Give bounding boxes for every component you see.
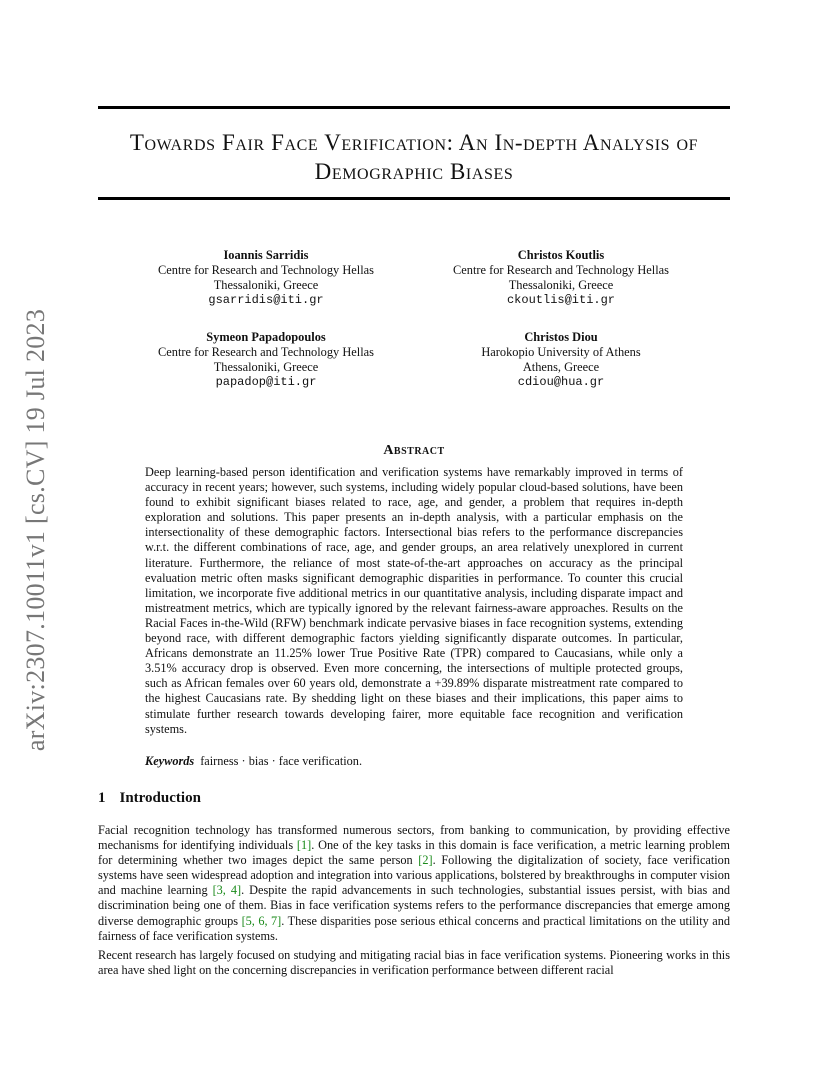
paragraph-text: . These disparities pose serious ethical concerns and practical limitations on the utility and fairness of face verification systems.: [98, 913, 730, 943]
keywords-text: fairness · bias · face verification.: [200, 754, 363, 768]
paragraph-text: Facial recognition technology has transformed numerous sectors, from banking to communication, by providing effective mechanisms for identifying individuals: [98, 823, 730, 853]
introduction-paragraph: Recent research has largely focused on studying and mitigating racial bias in face verification systems. Pioneering works in this area have shed light on the concerning discrepancies in verification performance between different racial: [98, 948, 730, 978]
abstract-body: Deep learning-based person identification and verification systems have remarkably improved in terms of accuracy in recent years; however, such systems, including widely popular cloud-based solutions, have been found to exhibit significant biases related to race, age, and gender, a problem that requires in-depth exploration and solutions. This paper presents an in-depth analysis, with a particular emphasis on the intersectionality of these demographic factors. Intersectional bias refers to the performance discrepancies w.r.t. the different combinations of race, age, and gender groups, an area relatively unexplored in current literature. Furthermore, the reliance of most state-of-the-art approaches on accuracy as the principal evaluation metric often masks significant demographic disparities in performance. To counter this crucial limitation, we incorporate five additional metrics in our quantitative analysis, including disparate impact and mistreatment metrics, which are typically ignored by the relevant fairness-aware approaches. Results on the Racial Faces in-the-Wild (RFW) benchmark indicate pervasive biases in face recognition systems, extending beyond race, with different demographic factors yielding significantly disparate outcomes. In particular, Africans demonstrate an 11.25% lower True Positive Rate (TPR) compared to Caucasians, while only a 3.51% accuracy drop is observed. Even more concerning, the intersections of multiple protected groups, such as African females over 60 years old, demonstrate a +39.89% disparate mistreatment rate compared to the highest Caucasians rate. By shedding light on these biases and their implications, this paper aims to stimulate further research towards developing fairer, more equitable face recognition and verification systems.: [145, 465, 683, 736]
paper-title: Towards Fair Face Verification: An In-depth Analysis of Demographic Biases: [129, 130, 699, 184]
author-email[interactable]: gsarridis@iti.gr: [208, 293, 324, 307]
introduction-paragraph: [98, 823, 730, 944]
author-block: [411, 330, 711, 390]
author-location: Thessaloniki, Greece: [508, 278, 614, 292]
author-block: [116, 330, 416, 390]
keywords-line: [145, 754, 683, 769]
keywords-label: Keywords: [145, 754, 195, 768]
paragraph-text: . One of the key tasks in this domain is face verification, a metric learning problem for determining whether two images depict the same person: [98, 838, 730, 868]
author-email[interactable]: cdiou@hua.gr: [517, 375, 605, 389]
author-affiliation: Harokopio University of Athens: [481, 345, 641, 359]
paragraph-text: . Despite the rapid advancements in such technologies, substantial issues persist, with bias and discrimination being one of them. Bias in face verification systems refers to the performance discrepancies that emerge among diverse demographic groups: [98, 883, 730, 928]
citation-link[interactable]: [5, 6, 7]: [241, 913, 282, 928]
citation-link[interactable]: [3, 4]: [212, 883, 242, 898]
section-title: Introduction: [119, 790, 201, 806]
author-affiliation: Centre for Research and Technology Hellas: [452, 263, 669, 277]
section-number: 1: [98, 790, 106, 806]
author-block: [116, 248, 416, 308]
title-rule-top: [98, 106, 730, 109]
author-name: Christos Koutlis: [517, 248, 605, 262]
paragraph-text: . Following the digitalization of society, face verification systems have seen widespread adoption and integration into various applications, bolstered by breakthroughs in computer vision and machine learning: [98, 853, 730, 898]
author-block: [411, 248, 711, 308]
abstract-heading: Abstract: [383, 443, 445, 458]
author-affiliation: Centre for Research and Technology Hellas: [157, 263, 374, 277]
arxiv-margin-identifier: arXiv:2307.10011v1 [cs.CV] 19 Jul 2023: [21, 308, 50, 752]
citation-link[interactable]: [1]: [296, 838, 312, 853]
author-email[interactable]: ckoutlis@iti.gr: [506, 293, 616, 307]
author-name: Symeon Papadopoulos: [206, 330, 326, 344]
author-name: Christos Diou: [524, 330, 598, 344]
author-name: Ioannis Sarridis: [223, 248, 309, 262]
author-email[interactable]: papadop@iti.gr: [215, 375, 317, 389]
author-location: Athens, Greece: [522, 360, 600, 374]
citation-link[interactable]: [2]: [418, 853, 433, 868]
author-affiliation: Centre for Research and Technology Hellas: [157, 345, 374, 359]
section-heading: [98, 790, 201, 807]
author-location: Thessaloniki, Greece: [213, 360, 319, 374]
author-location: Thessaloniki, Greece: [213, 278, 319, 292]
title-rule-bottom: [98, 197, 730, 200]
